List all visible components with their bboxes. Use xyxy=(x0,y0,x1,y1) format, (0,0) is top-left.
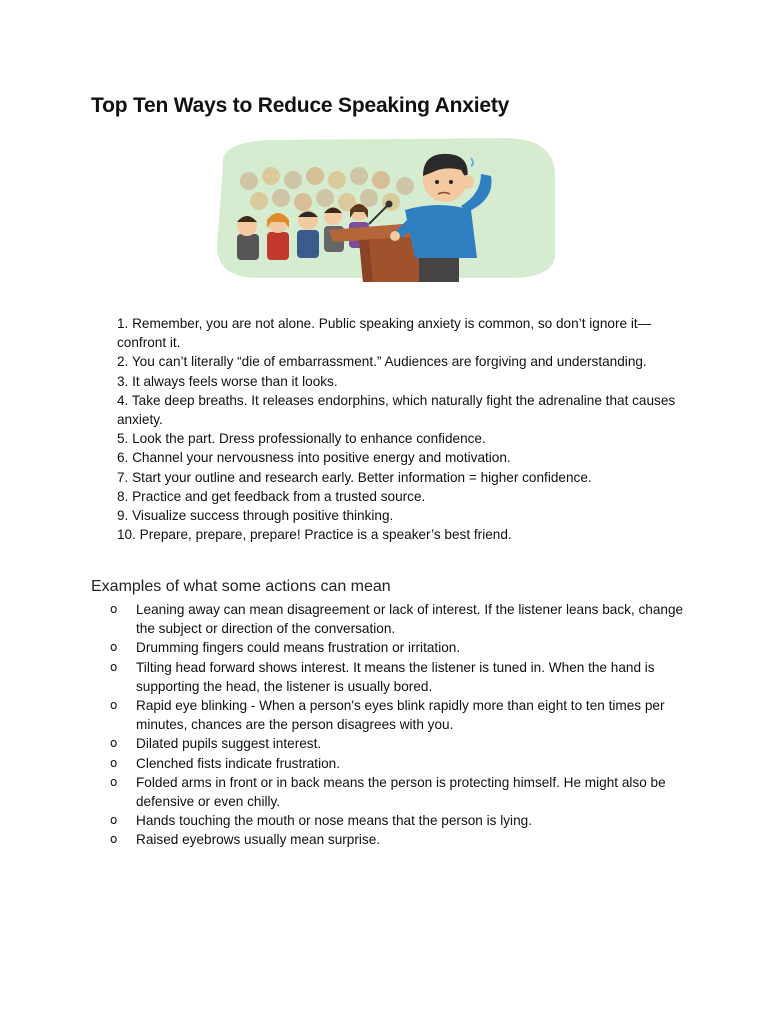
list-item xyxy=(110,773,700,811)
list-item xyxy=(110,600,700,638)
bullet-icon: o xyxy=(110,755,118,770)
bullet-icon: o xyxy=(110,640,118,655)
bullet-icon: o xyxy=(110,602,118,616)
list-item-text: Dilated pupils suggest interest. xyxy=(136,736,322,752)
list-item-text: Drumming fingers could means frustration or irritation. xyxy=(136,640,461,656)
list-item xyxy=(110,638,700,657)
list-item xyxy=(110,734,700,753)
list-item xyxy=(110,811,700,830)
page-title: Top Ten Ways to Reduce Speaking Anxiety xyxy=(91,94,510,117)
list-item: 2. You can’t literally “die of embarrassment.” Audiences are forgiving and understanding. xyxy=(117,354,647,370)
public-speaking-illustration-icon xyxy=(209,136,559,282)
list-item-text: Clenched fists indicate frustration. xyxy=(136,755,341,771)
list-item xyxy=(110,658,700,696)
list-item xyxy=(110,696,700,734)
list-item: 4. Take deep breaths. It releases endorphins, which naturally fight the adrenaline that causes anxiety. xyxy=(117,392,676,428)
bullet-icon: o xyxy=(110,659,118,674)
bullet-icon: o xyxy=(110,736,118,751)
list-item: 5. Look the part. Dress professionally to enhance confidence. xyxy=(117,431,486,447)
list-item xyxy=(110,830,700,849)
bullet-icon: o xyxy=(110,832,118,847)
list-item: 3. It always feels worse than it looks. xyxy=(117,373,338,389)
list-item-text: Leaning away can mean disagreement or lack of interest. If the listener leans back, change the subject or direction of the conversation. xyxy=(136,602,684,637)
list-item: 9. Visualize success through positive thinking. xyxy=(117,508,394,524)
list-item-text: Tilting head forward shows interest. It means the listener is tuned in. When the hand is supporting the head, the listener is usually bored. xyxy=(136,659,655,694)
list-item: 6. Channel your nervousness into positive energy and motivation. xyxy=(117,450,511,466)
list-item xyxy=(110,754,700,773)
list-item-text: Folded arms in front or in back means the person is protecting himself. He might also be defensive or even chilly. xyxy=(136,774,666,810)
list-item: 1. Remember, you are not alone. Public speaking anxiety is common, so don’t ignore it—confront it. xyxy=(117,316,652,351)
bullet-icon: o xyxy=(110,698,118,713)
list-item: 10. Prepare, prepare, prepare! Practice is a speaker’s best friend. xyxy=(117,527,512,543)
list-item-text: Hands touching the mouth or nose means that the person is lying. xyxy=(136,813,532,829)
list-item: 7. Start your outline and research early. Better information = higher confidence. xyxy=(117,469,592,485)
list-item-text: Rapid eye blinking - When a person's eyes blink rapidly more than eight to ten times per minutes, chances are the person disagrees with you. xyxy=(136,698,665,733)
list-item-text: Raised eyebrows usually mean surprise. xyxy=(136,832,381,848)
bullet-icon: o xyxy=(110,813,118,828)
bullet-icon: o xyxy=(110,774,118,789)
list-item: 8. Practice and get feedback from a trusted source. xyxy=(117,488,426,504)
section-heading: Examples of what some actions can mean xyxy=(91,578,391,595)
tips-list xyxy=(117,314,697,544)
examples-list xyxy=(110,600,700,850)
